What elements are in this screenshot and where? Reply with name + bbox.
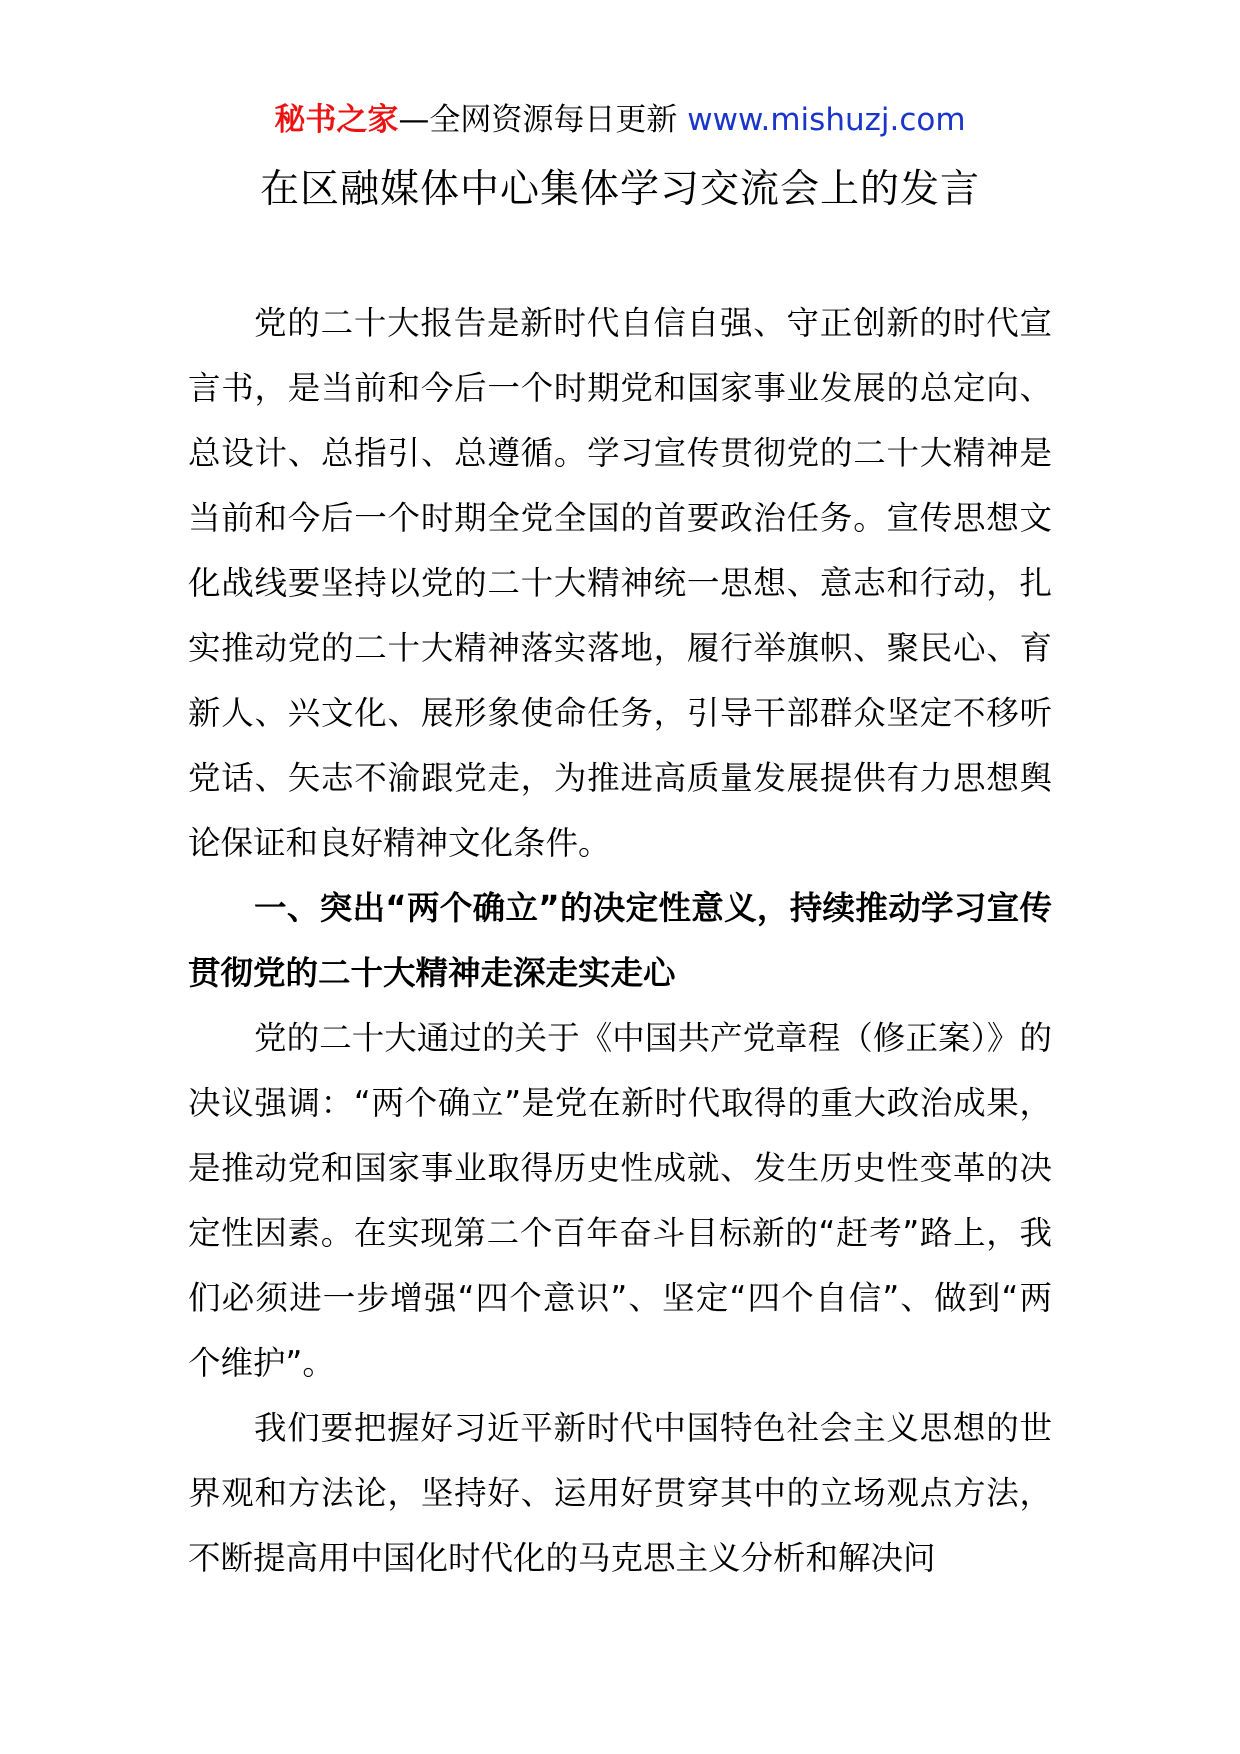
site-header	[0, 98, 1240, 142]
header-tagline: —全网资源每日更新	[398, 102, 678, 138]
document-title: 在区融媒体中心集体学习交流会上的发言	[259, 167, 980, 212]
paragraph-worldview: 我们要把握好习近平新时代中国特色社会主义思想的世界观和方法论，坚持好、运用好贯穿其中的立场观点方法，不断提高用中国化时代化的马克思主义分析和解决问	[188, 1409, 1052, 1577]
paragraph-intro: 党的二十大报告是新时代自信自强、守正创新的时代宣言书，是当前和今后一个时期党和国家事业发展的总定向、总设计、总指引、总遵循。学习宣传贯彻党的二十大精神是当前和今后一个时期全党全国的首要政治任务。宣传思想文化战线要坚持以党的二十大精神统一思想、意志和行动，扎实推动党的二十大精神落实落地，履行举旗帜、聚民心、育新人、兴文化、展形象使命任务，引导干部群众坚定不移听党话、矢志不渝跟党走，为推进高质量发展提供有力思想舆论保证和良好精神文化条件。	[188, 304, 1052, 862]
section-heading-1: 一、突出“两个确立”的决定性意义，持续推动学习宣传贯彻党的二十大精神走深走实走心	[188, 889, 1052, 992]
brand-name: 秘书之家	[274, 102, 399, 138]
document-body	[188, 291, 1052, 1591]
site-url: www.mishuzj.com	[687, 102, 966, 138]
paragraph-two-establishments: 党的二十大通过的关于《中国共产党章程（修正案）》的决议强调：“两个确立”是党在新时代取得的重大政治成果，是推动党和国家事业取得历史性成就、发生历史性变革的决定性因素。在实现第二个百年奋斗目标新的“赶考”路上，我们必须进一步增强“四个意识”、坚定“四个自信”、做到“两个维护”。	[188, 1019, 1052, 1382]
